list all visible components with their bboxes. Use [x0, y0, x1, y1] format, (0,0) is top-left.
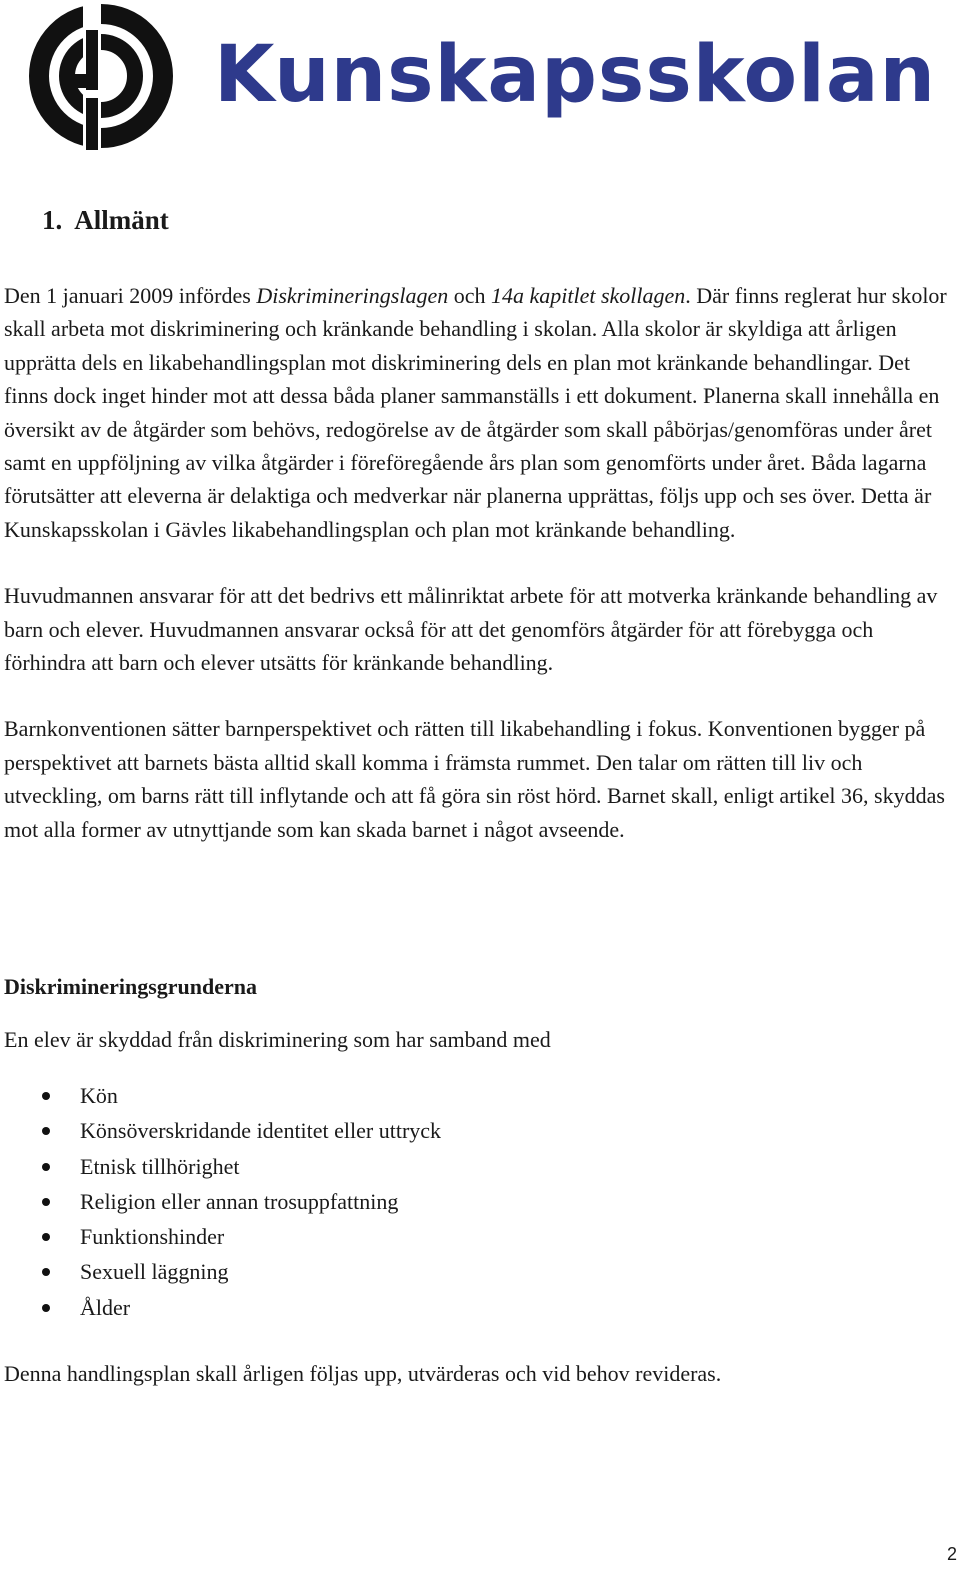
section-number: 1. [42, 205, 63, 235]
grounds-list [0, 1078, 441, 1325]
list-item: Kön [0, 1078, 441, 1113]
list-item: Funktionshinder [0, 1219, 441, 1254]
grounds-heading: Diskrimineringsgrunderna [4, 974, 258, 999]
section-heading [42, 204, 169, 236]
paragraph-intro [4, 279, 956, 546]
law-reference-school-act: 14a kapitlet skollagen [490, 283, 686, 308]
section-title-text: Allmänt [74, 205, 169, 235]
list-item: Könsöverskridande identitet eller uttryck [0, 1113, 441, 1148]
list-item: Etnisk tillhörighet [0, 1149, 441, 1184]
kunskapsskolan-logo-icon [28, 2, 174, 150]
paragraph-intro-text-3: . Där finns reglerat hur skolor skall arbeta mot diskriminering och kränkande behandling i skolan. Alla skolor är skyldiga att årligen upprätta dels en likabehandlingsplan mot diskriminering dels en plan mot kränkande behandlingar. Det finns dock inget hinder mot att dessa båda planer sammanställs i ett dokument. Planerna skall innehålla en översikt av de åtgärder som behövs, redogörelse av de åtgärder som skall påbörjas/genomföras under året samt en uppföljning av vilka åtgärder i föreföregående års plan som genomförts under året. Båda lagarna förutsätter att eleverna är delaktiga och medverkar när planerna upprättas, följs upp och ses över. Detta är Kunskapsskolan i Gävles likabehandlingsplan och plan mot kränkande behandling. [4, 283, 947, 542]
page-header [28, 2, 938, 152]
list-item: Religion eller annan trosuppfattning [0, 1184, 441, 1219]
brand-wordmark: Kunskapsskolan [214, 30, 937, 120]
paragraph-intro-text-1: Den 1 januari 2009 infördes [4, 283, 257, 308]
list-item: Sexuell läggning [0, 1254, 441, 1289]
paragraph-intro-text-2: och [448, 283, 491, 308]
body-text [4, 279, 956, 846]
page-number: 2 [946, 1544, 957, 1564]
paragraph-child-convention: Barnkonventionen sätter barnperspektivet och rätten till likabehandling i fokus. Konventionen bygger på perspektivet att barnets bästa alltid skall komma i främsta rummet. Den talar om rätten till liv och utveckling, om barns rätt till inflytande och att få göra sin röst hörd. Barnet skall, enligt artikel 36, skyddas mot alla former av utnyttjande som kan skada barnet i något avseende. [4, 716, 945, 842]
closing-sentence: Denna handlingsplan skall årligen följas upp, utvärderas och vid behov revideras. [4, 1361, 722, 1386]
grounds-intro: En elev är skyddad från diskriminering som har samband med [4, 1027, 551, 1052]
list-item: Ålder [0, 1290, 441, 1325]
paragraph-responsibility: Huvudmannen ansvarar för att det bedrivs ett målinriktat arbete för att motverka kränkande behandling av barn och elever. Huvudmannen ansvarar också för att det genomförs åtgärder för att förebygga och förhindra att barn och elever utsätts för kränkande behandling. [4, 583, 938, 676]
law-reference-discrimination-act: Diskrimineringslagen [256, 283, 449, 308]
